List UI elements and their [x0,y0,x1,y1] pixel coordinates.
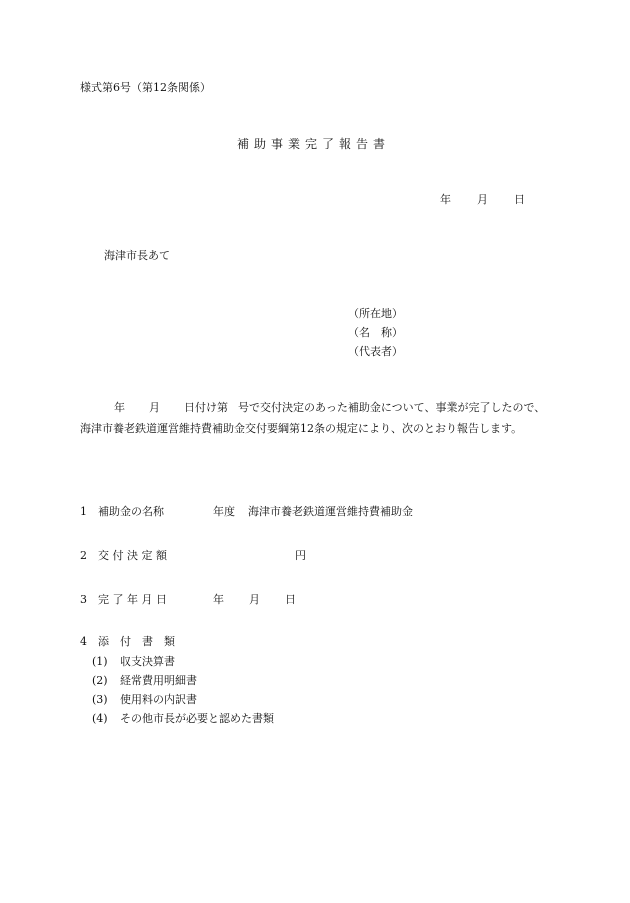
name-label: （名 称） [348,326,403,339]
attachment-text: 使用料の内訳書 [120,693,197,706]
attachment-item [92,692,197,708]
item-month-label: 月 [249,593,260,606]
item-completion-date [80,592,540,608]
attachment-item [92,673,197,689]
item-attachments [80,634,175,650]
body-text: 号で交付決定のあった補助金について、事業が完了したので、海津市養老鉄道運営維持費補助金交付要綱第12条の規定により、次のとおり報告します。 [80,401,546,435]
attachment-index: (2) [92,674,108,687]
date-month-label: 月 [477,193,488,206]
item-day-label: 日 [285,593,296,606]
attachment-item [92,654,175,670]
date-year-label: 年 [440,193,451,206]
item-subsidy-name [80,504,540,520]
date-day-label: 日 [514,193,525,206]
item-label: 交 付 決 定 額 [98,549,167,562]
attachment-index: (3) [92,693,108,706]
item-label: 添 付 書 類 [98,635,175,648]
addressee: 海津市長あて [104,249,170,262]
item-yen-unit: 円 [295,549,306,562]
attachment-text: 収支決算書 [120,655,175,668]
form-number: 様式第6号（第12条関係） [80,81,211,94]
document-title: 補助事業完了報告書 [237,137,391,151]
item-number: 2 [80,549,87,562]
item-grant-amount [80,548,540,564]
representative-label: （代表者） [348,345,403,358]
item-number: 1 [80,505,87,518]
item-number: 3 [80,593,87,606]
item-subsidy-title: 海津市養老鉄道運営維持費補助金 [248,505,413,518]
attachment-index: (4) [92,712,108,725]
attachment-index: (1) [92,655,108,668]
report-body [80,398,550,439]
body-month: 月 [149,401,160,414]
address-label: （所在地） [348,307,403,320]
item-label: 完 了 年 月 日 [98,593,167,606]
applicant-block [348,304,403,361]
attachment-text: その他市長が必要と認めた書類 [120,712,274,725]
item-number: 4 [80,635,87,648]
body-date-ref: 日付け第 [184,401,228,414]
item-year-label: 年 [213,593,224,606]
attachment-item [92,711,274,727]
attachment-text: 経常費用明細書 [120,674,197,687]
report-date [440,192,525,208]
body-year: 年 [114,401,125,414]
item-label: 補助金の名称 [98,505,164,518]
item-fiscal-year: 年度 [213,505,235,518]
